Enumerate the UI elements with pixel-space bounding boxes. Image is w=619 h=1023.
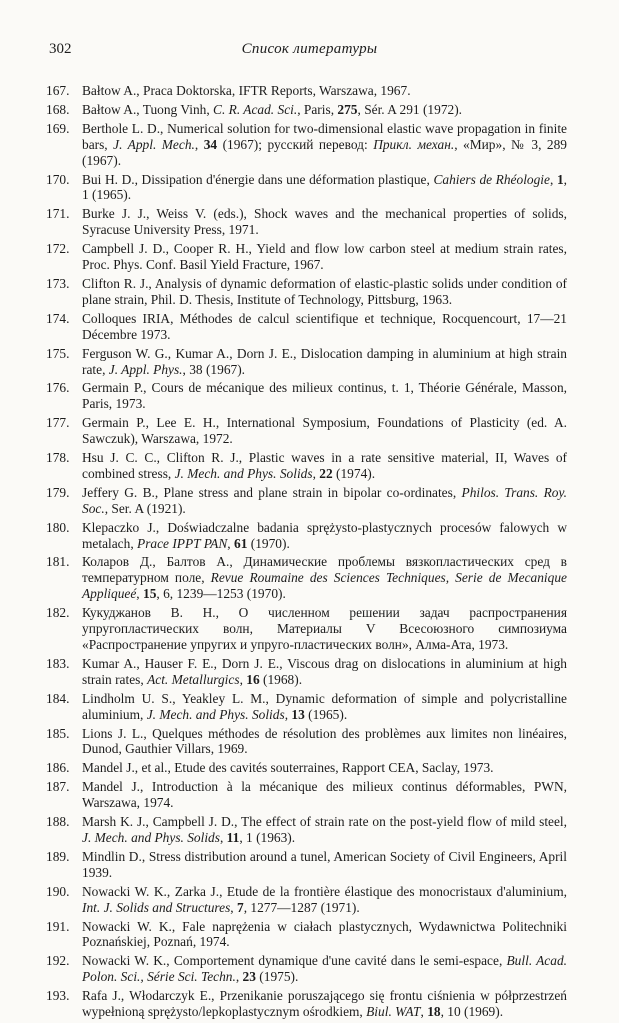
reference-source-title: Biul. WAT	[366, 1004, 421, 1020]
reference-text: ,	[235, 969, 243, 985]
reference-source-title: J. Mech. and Phys. Solids	[82, 829, 220, 845]
reference-text: Germain P., Lee E. H., International Symposium, Foundations of Plasticity (ed. A. Sawczuk), Warszawa, 1972.	[82, 415, 567, 447]
reference-text: ,	[420, 1004, 428, 1020]
reference-source-title: Int. J. Solids and Structures	[82, 899, 231, 915]
reference-number: 180.	[46, 519, 70, 535]
reference-number: 168.	[46, 101, 70, 117]
reference-source-title: J. Mech. and Phys. Solids	[146, 706, 285, 722]
reference-text: Кукуджанов В. Н., О численном решении задач распространения упругопластических волн, Материалы V Всесоюзного симпозиума «Распространение упругих и упруго-пластических волн», Алма-Ата, 1973.	[82, 605, 567, 652]
reference-text: Rafa J., Włodarczyk E., Przenikanie poruszającego się frontu ciśnienia w półprzestrzeń wypełnioną sprężysto/lepkoplastycznym ośrodkiem,	[82, 988, 567, 1020]
reference-text: Campbell J. D., Cooper R. H., Yield and flow low carbon steel at medium strain rates, Proc. Phys. Conf. Basil Yield Fracture, 1967.	[82, 241, 567, 273]
reference-source-title: Prace IPPT PAN	[137, 535, 228, 551]
reference-item	[0, 415, 619, 447]
reference-number: 181.	[46, 554, 70, 570]
reference-text: (1975).	[255, 969, 299, 985]
reference-number: 186.	[46, 760, 70, 776]
reference-item	[0, 919, 619, 951]
reference-number: 174.	[46, 310, 70, 326]
reference-item	[0, 814, 619, 846]
reference-volume: 7	[236, 899, 244, 915]
reference-item	[0, 656, 619, 688]
reference-text: Lions J. L., Quelques méthodes de résolution des problèmes aux limites non linéaires, Dunod, Gauthier Villars, 1969.	[82, 725, 567, 757]
reference-number: 190.	[46, 883, 70, 899]
reference-text: Mindlin D., Stress distribution around a tunel, American Society of Civil Engineers, April 1939.	[82, 848, 567, 880]
reference-text: (1965).	[304, 706, 348, 722]
reference-source-title: J. Appl. Phys.	[108, 361, 183, 377]
reference-number: 176.	[46, 380, 70, 396]
reference-number: 193.	[46, 988, 70, 1004]
reference-item	[0, 779, 619, 811]
reference-number: 189.	[46, 848, 70, 864]
reference-source-title: J. Mech. and Phys. Solids	[174, 465, 313, 481]
reference-text: Jeffery G. B., Plane stress and plane strain in bipolar co-ordinates,	[82, 484, 462, 500]
reference-item	[0, 450, 619, 482]
reference-text: Marsh K. J., Campbell J. D., The effect of strain rate on the post-yield flow of mild steel,	[82, 814, 567, 830]
reference-item	[0, 380, 619, 412]
reference-text: Colloques IRIA, Méthodes de calcul scientifique et technique, Rocquencourt, 17—21 Décembre 1973.	[82, 310, 567, 342]
reference-item	[0, 206, 619, 238]
reference-source-title: Cahiers de Rhéologie	[433, 171, 550, 187]
reference-source-title: Прикл. механ.	[373, 136, 455, 152]
reference-number: 175.	[46, 345, 70, 361]
reference-text: ,	[194, 136, 204, 152]
reference-number: 184.	[46, 690, 70, 706]
page-number: 302	[49, 41, 72, 57]
reference-item	[0, 346, 619, 378]
reference-text: (1967); русский перевод:	[217, 136, 374, 152]
reference-number: 173.	[46, 275, 70, 291]
reference-text: Bui H. D., Dissipation d'énergie dans une déformation plastique,	[82, 171, 434, 187]
reference-text: , 1 (1963).	[239, 829, 296, 845]
reference-source-title: Act. Metallurgics	[147, 671, 240, 687]
reference-number: 183.	[46, 655, 70, 671]
reference-text: ,	[284, 706, 292, 722]
reference-item	[0, 172, 619, 204]
reference-item	[0, 485, 619, 517]
reference-number: 185.	[46, 725, 70, 741]
reference-text: ,	[239, 671, 247, 687]
reference-text: ,	[219, 829, 227, 845]
reference-text: Mandel J., Introduction à la mécanique des milieux continus déformables, PWN, Warszawa, 1974.	[82, 779, 567, 811]
reference-item	[0, 884, 619, 916]
reference-number: 171.	[46, 206, 70, 222]
reference-text: Klepaczko J., Doświadczalne badania sprężysto-plastycznych procesów falowych w metalach,	[82, 519, 567, 551]
reference-item	[0, 311, 619, 343]
reference-text: ,	[549, 171, 557, 187]
reference-text: Ferguson W. G., Kumar A., Dorn J. E., Dislocation damping in aluminium at high strain rate,	[82, 345, 567, 377]
reference-number: 170.	[46, 171, 70, 187]
reference-text: Коларов Д., Балтов А., Динамические проблемы вязкопластических сред в температурном поле,	[82, 554, 567, 586]
reference-text: , Sér. A 291 (1972).	[357, 101, 463, 117]
reference-number: 192.	[46, 953, 70, 969]
reference-text: Nowacki W. K., Comportement dynamique d'une cavité dans le semi-espace,	[82, 953, 507, 969]
reference-item	[0, 691, 619, 723]
reference-source-title: Revue Roumaine des Sciences Techniques, Serie de Mecanique Appliqueé	[82, 570, 567, 602]
reference-text: , 1277—1287 (1971).	[243, 899, 360, 915]
reference-text: Bałtow A., Praca Doktorska, IFTR Reports, Warszawa, 1967.	[82, 83, 411, 98]
reference-item	[0, 276, 619, 308]
running-title: Список литературы	[241, 41, 378, 57]
reference-item	[0, 953, 619, 985]
reference-number: 172.	[46, 241, 70, 257]
reference-text: Germain P., Cours de mécanique des milieux continus, t. 1, Théorie Générale, Masson, Paris, 1973.	[82, 380, 567, 412]
reference-text: Berthole L. D., Numerical solution for two-dimensional elastic wave propagation in finite bars,	[82, 120, 567, 152]
reference-text: ,	[230, 899, 237, 915]
reference-number: 191.	[46, 918, 70, 934]
reference-volume: 11	[226, 829, 240, 845]
reference-text: ,	[312, 465, 320, 481]
reference-text: , Paris,	[297, 101, 338, 117]
reference-item	[0, 83, 619, 99]
reference-item	[0, 726, 619, 758]
reference-source-title: C. R. Acad. Sci.	[213, 101, 298, 117]
reference-text: , 10 (1969).	[440, 1004, 504, 1020]
reference-item	[0, 554, 619, 602]
reference-number: 169.	[46, 120, 70, 136]
reference-text: Mandel J., et al., Etude des cavités souterraines, Rapport CEA, Saclay, 1973.	[82, 760, 494, 776]
reference-source-title: Bull. Acad. Polon. Sci., Série Sci. Techn.	[82, 953, 567, 985]
reference-text: Lindholm U. S., Yeakley L. M., Dynamic deformation of simple and polycristalline aluminium,	[82, 690, 567, 722]
reference-text: , «Мир», № 3, 289 (1967).	[82, 136, 568, 168]
reference-volume: 275	[337, 101, 358, 117]
reference-text: Kumar A., Hauser F. E., Dorn J. E., Viscous drag on dislocations in aluminium at high strain rates,	[82, 655, 567, 687]
reference-volume: 15	[143, 586, 157, 602]
reference-text: (1970).	[247, 535, 290, 551]
reference-volume: 23	[242, 969, 256, 985]
reference-item	[0, 760, 619, 776]
reference-text: ,	[227, 535, 234, 551]
reference-text: , 38 (1967).	[182, 361, 246, 377]
reference-number: 177.	[46, 415, 70, 431]
reference-list	[0, 83, 619, 1023]
reference-volume: 61	[234, 535, 248, 551]
reference-text: (1968).	[259, 671, 303, 687]
reference-number: 178.	[46, 450, 70, 466]
reference-text: Bałtow A., Tuong Vinh,	[82, 101, 214, 117]
reference-source-title: J. Appl. Mech.	[113, 136, 195, 152]
reference-text: Clifton R. J., Analysis of dynamic deformation of elastic-plastic solids under condition of plane strain, Phil. D. Thesis, Institute of Technology, Pittsburg, 1963.	[82, 275, 567, 307]
reference-item	[0, 121, 619, 169]
reference-text: Nowacki W. K., Fale naprężenia w ciałach plastycznych, Wydawnictwa Politechniki Poznańskiej, Poznań, 1974.	[82, 918, 567, 950]
reference-item	[0, 988, 619, 1020]
reference-text: , 6, 1239—1253 (1970).	[156, 586, 286, 602]
reference-text: , Ser. A (1921).	[104, 500, 186, 516]
reference-number: 182.	[46, 605, 70, 621]
reference-text: Nowacki W. K., Zarka J., Etude de la frontière élastique des monocristaux d'aluminium,	[82, 883, 567, 899]
reference-item	[0, 520, 619, 552]
reference-item	[0, 241, 619, 273]
reference-item	[0, 102, 619, 118]
reference-number: 179.	[46, 484, 70, 500]
reference-number: 187.	[46, 779, 70, 795]
reference-text: Hsu J. C. C., Clifton R. J., Plastic waves in a rate sensitive material, II, Waves of combined stress,	[82, 450, 567, 481]
reference-text: ,	[136, 586, 143, 602]
reference-volume: 34	[203, 136, 218, 152]
reference-volume: 16	[246, 671, 260, 687]
reference-text: (1974).	[332, 465, 376, 481]
reference-volume: 18	[427, 1004, 441, 1020]
reference-number: 167.	[46, 83, 70, 98]
reference-volume: 22	[319, 465, 333, 481]
reference-source-title: Philos. Trans. Roy. Soc.	[82, 484, 568, 516]
reference-number: 188.	[46, 814, 70, 830]
reference-item	[0, 605, 619, 653]
reference-item	[0, 849, 619, 881]
reference-text: , 1 (1965).	[82, 171, 567, 203]
reference-volume: 1	[556, 171, 564, 187]
reference-volume: 13	[291, 706, 305, 722]
reference-text: Burke J. J., Weiss V. (eds.), Shock waves and the mechanical properties of solids, Syracuse University Press, 1971.	[82, 206, 567, 238]
